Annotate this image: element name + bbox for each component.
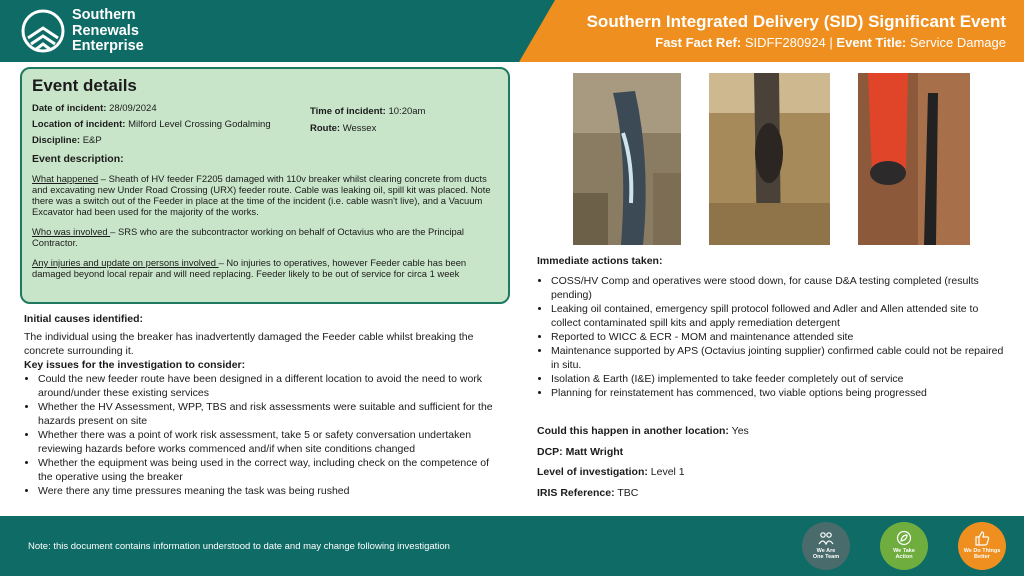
badge-line: Action	[895, 554, 913, 560]
summary-facts	[537, 425, 749, 507]
who-involved-label: Who was involved	[32, 226, 111, 237]
immediate-actions-list	[537, 274, 1007, 400]
iris-reference-value: TBC	[617, 486, 639, 499]
list-item: • Reported to WICC & ECR - MOM and maintenance attended site	[551, 330, 1007, 344]
key-issues-list	[24, 372, 504, 498]
badge-line: We Take	[893, 548, 915, 554]
ref-label: Fast Fact Ref:	[655, 35, 742, 50]
event-details-heading: Event details	[32, 76, 137, 95]
footer-note: Note: this document contains information understood to date and may change following investigation	[28, 541, 450, 552]
key-issues-heading: Key issues for the investigation to consider:	[24, 359, 246, 371]
event-details-panel	[20, 67, 510, 304]
iris-reference-field	[537, 487, 749, 499]
date-field	[32, 103, 157, 114]
another-location-value: Yes	[731, 425, 749, 437]
event-description-label: Event description:	[32, 153, 124, 165]
initial-causes-heading: Initial causes identified:	[24, 313, 144, 325]
investigation-level-field	[537, 466, 749, 478]
list-item: • Leaking oil contained, emergency spill protocol followed and Adler and Allen attended site to collect contaminated spill kits and apply remediation detergent	[551, 302, 1007, 330]
who-involved-paragraph	[32, 226, 502, 248]
value-badge-take-action	[880, 522, 928, 570]
injuries-label: Any injuries and update on persons involved	[32, 257, 219, 268]
another-location-field	[537, 425, 749, 437]
event-title-value: Service Damage	[909, 35, 1006, 50]
date-label: Date of incident:	[32, 103, 107, 114]
list-item: • Maintenance supported by APS (Octavius jointing supplier) confirmed cable could not be repaired in situ.	[551, 344, 1007, 372]
initial-causes-section	[24, 312, 504, 498]
value-badge-one-team	[802, 522, 850, 570]
what-happened-label: What happened	[32, 173, 99, 184]
injuries-paragraph	[32, 257, 502, 279]
page-subtitle	[655, 35, 1006, 50]
badge-line: One Team	[812, 554, 840, 560]
time-value: 10:20am	[388, 106, 426, 117]
badge-line: We Are	[816, 548, 836, 554]
list-item: • Isolation & Earth (I&E) implemented to take feeder completely out of service	[551, 372, 1007, 386]
leaf-icon	[896, 530, 912, 546]
location-field	[32, 119, 271, 130]
injuries-text: – No injuries to operatives, however Feeder cable has been damaged beyond local repair and will need replacing. Feeder likely to be out of service for circa 1 week	[32, 257, 467, 279]
time-label: Time of incident:	[310, 106, 386, 117]
investigation-level-label: Level of investigation:	[537, 466, 648, 478]
list-item: • Could the new feeder route have been designed in a different location to avoid the need to work around/under these existing services	[38, 372, 504, 400]
people-icon	[818, 530, 834, 546]
list-item: • Whether there was a point of work risk assessment, take 5 or safety conversation undertaken reviewing hazards before works commenced and/if when site conditions changed	[38, 428, 504, 456]
route-label: Route:	[310, 123, 341, 134]
list-item: • Whether the HV Assessment, WPP, TBS and risk assessments were suitable and sufficient for the hazards present on site	[38, 400, 504, 428]
incident-photo-1	[573, 73, 681, 245]
what-happened-text: – Sheath of HV feeder F2205 damaged with 110v breaker whilst clearing concrete from ducts and excavating new Under Road Crossing (URX) feeder route. Cable was leaking oil, spill kit was placed. Note there was a switch out of the Feeder in place at the time of the incident (i.e. cable wasn't live), and a Vacuum Excavator had been used for the majority of the works.	[32, 173, 491, 217]
separator: |	[829, 35, 833, 50]
route-value: Wessex	[342, 123, 377, 134]
list-item: • Planning for reinstatement has commenced, two viable options being progressed	[551, 386, 1007, 400]
ref-value: SIDFF280924	[744, 35, 826, 50]
incident-photo-2	[709, 73, 830, 245]
location-label: Location of incident:	[32, 119, 126, 130]
dcp-field	[537, 446, 749, 458]
badge-line: Better	[974, 554, 990, 560]
date-value: 28/09/2024	[109, 103, 157, 114]
incident-photo-3	[858, 73, 970, 245]
initial-causes-text: The individual using the breaker has inadvertently damaged the Feeder cable whilst breaking the concrete surrounding it.	[24, 331, 474, 357]
another-location-label: Could this happen in another location:	[537, 425, 729, 437]
location-value: Milford Level Crossing Godalming	[128, 119, 271, 130]
value-badge-do-better	[958, 522, 1006, 570]
time-field	[310, 106, 425, 117]
page-title: Southern Integrated Delivery (SID) Significant Event	[586, 12, 1006, 31]
iris-reference-label: IRIS Reference:	[537, 486, 615, 499]
brand-line: Enterprise	[72, 38, 144, 54]
brand-line: Renewals	[72, 22, 139, 39]
brand-name	[72, 8, 144, 55]
list-item: • COSS/HV Comp and operatives were stood down, for cause D&A testing completed (results pending)	[551, 274, 1007, 302]
badge-line: We Do Things	[963, 548, 1001, 554]
immediate-actions-heading: Immediate actions taken:	[537, 255, 663, 267]
discipline-value: E&P	[82, 135, 102, 146]
route-field	[310, 123, 376, 134]
dcp-label: DCP:	[537, 445, 563, 458]
event-title-label: Event Title:	[836, 35, 907, 50]
sre-logo-icon	[20, 8, 66, 54]
who-involved-text: – SRS who are the subcontractor working on behalf of Octavius who are the Principal Contractor.	[32, 226, 465, 248]
discipline-field	[32, 135, 102, 146]
brand-line: Southern	[72, 7, 136, 23]
list-item: • Whether the equipment was being used in the correct way, including check on the competence of the operative using the breaker	[38, 456, 504, 484]
list-item: • Were there any time pressures meaning the task was being rushed	[38, 484, 504, 498]
what-happened-paragraph	[32, 173, 502, 217]
dcp-value: Matt Wright	[565, 445, 624, 458]
thumbs-up-icon	[974, 530, 990, 546]
immediate-actions-section	[537, 254, 1007, 400]
investigation-level-value: Level 1	[650, 466, 685, 478]
discipline-label: Discipline:	[32, 135, 81, 146]
